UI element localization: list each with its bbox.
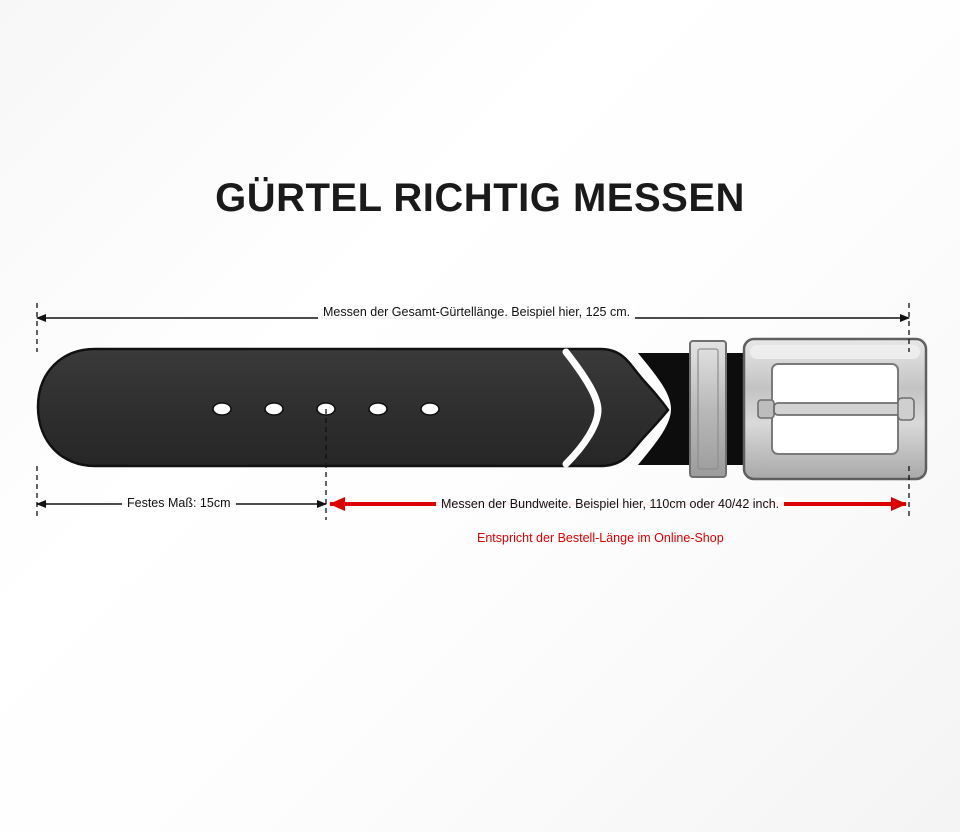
label-waist-measure: Messen der Bundweite. Beispiel hier, 110cm oder 40/42 inch. <box>436 497 784 511</box>
label-total-length: Messen der Gesamt-Gürtellänge. Beispiel hier, 125 cm. <box>318 305 635 319</box>
buckle-keeper-loop <box>690 341 726 477</box>
page-title: GÜRTEL RICHTIG MESSEN <box>215 176 745 220</box>
belt-buckle <box>744 339 926 479</box>
belt-strap <box>38 349 668 466</box>
label-fixed-measure: Festes Maß: 15cm <box>122 496 236 510</box>
label-order-note: Entspricht der Bestell-Länge im Online-Shop <box>477 531 724 545</box>
